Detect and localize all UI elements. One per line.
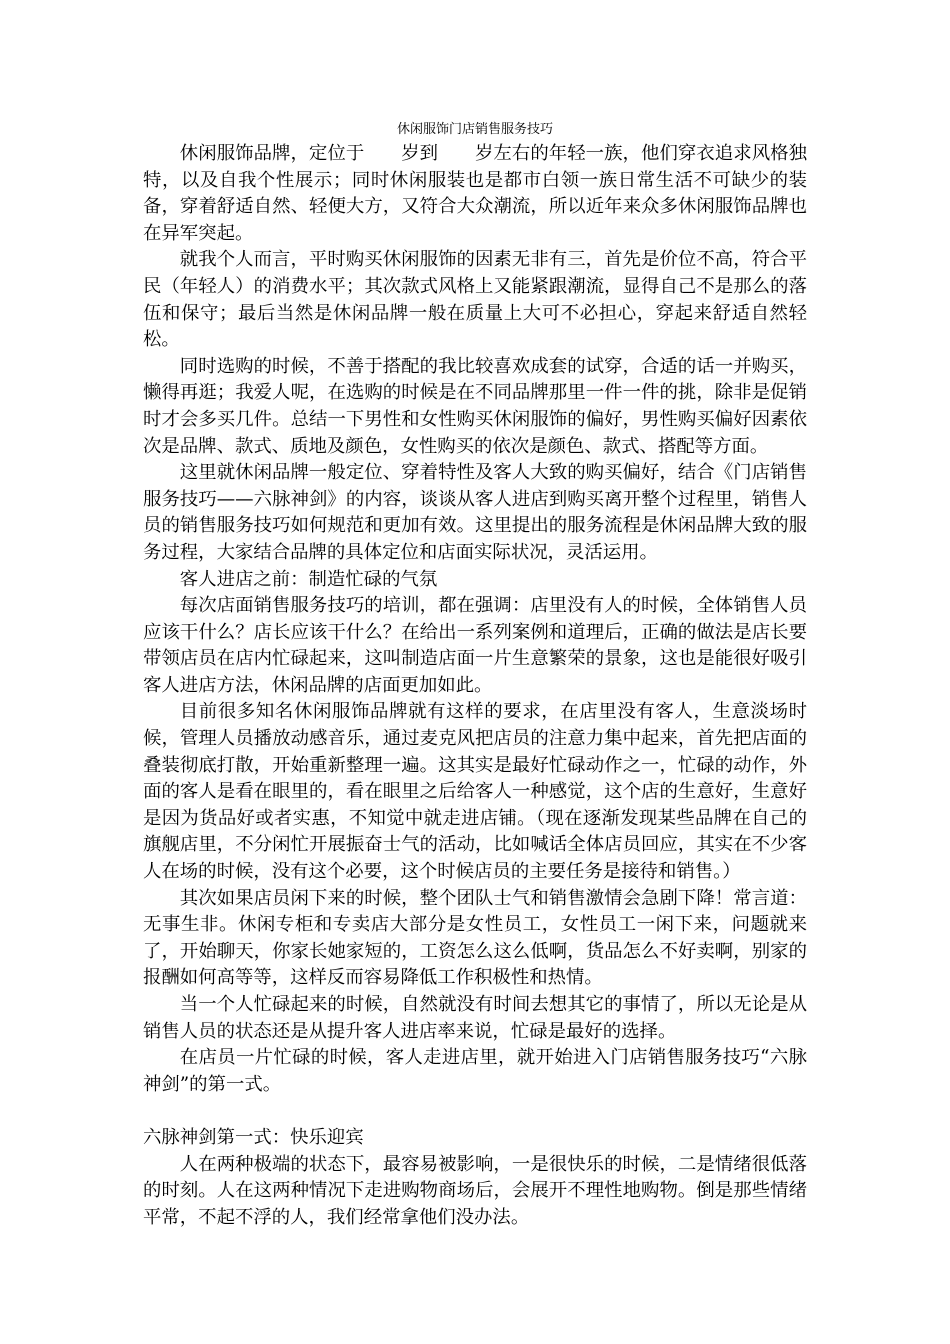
- paragraph-training: 每次店面销售服务技巧的培训，都在强调：店里没有人的时候，全体销售人员应该干什么？店长应该干什么？在给出一系列案例和道理后，正确的做法是店长要带领店员在店内忙碌起来，这叫制造店面一片生意繁荣的景象，这也是能很好吸引客人进店方法，休闲品牌的店面更加如此。: [143, 595, 807, 696]
- paragraph-brand-requirements: 目前很多知名休闲服饰品牌就有这样的要求，在店里没有客人，生意淡场时候，管理人员播放动感音乐，通过麦克风把店员的注意力集中起来，首先把店面的叠装彻底打散，开始重新整理一遍。这其实是最好忙碌动作之一，忙碌的动作，外面的客人是看在眼里的，看在眼里之后给客人一种感觉，这个店的生意好，生意好是因为货品好或者实惠，不知觉中就走进店铺。（现在逐渐发现某些品牌在自己的旗舰店里，不分闲忙开展振奋士气的活动，比如喊话全体店员回应，其实在不少客人在场的时候，没有这个必要，这个时候店员的主要任务是接待和销售。）: [143, 701, 807, 883]
- document-title: 休闲服饰门店销售服务技巧: [396, 122, 553, 137]
- paragraph-intro: 休闲服饰品牌，定位于 岁到 岁左右的年轻一族，他们穿衣追求风格独特，以及自我个性展示；同时休闲服装也是都市白领一族日常生活不可缺少的装备，穿着舒适自然、轻便大方，又符合大众潮流，所以近年来众多休闲服饰品牌也在异军突起。: [143, 143, 807, 244]
- paragraph-idle-staff: 其次如果店员闲下来的时候，整个团队士气和销售激情会急剧下降！常言道：无事生非。休闲专柜和专卖店大部分是女性员工，女性员工一闲下来，问题就来了，开始聊天，你家长她家短的，工资怎么这么低啊，货品怎么不好卖啊，别家的报酬如何高等等，这样反而容易降低工作积极性和热情。: [143, 887, 807, 989]
- paragraph-purchase-factors: 就我个人而言，平时购买休闲服饰的因素无非有三，首先是价位不高，符合平民（年轻人）的消费水平；其次款式风格上又能紧跟潮流，显得自己不是那么的落伍和保守；最后当然是休闲品牌一般在质量上大可不必担心，穿起来舒适自然轻松。: [143, 249, 807, 351]
- paragraph-busy-best: 当一个人忙碌起来的时候，自然就没有时间去想其它的事情了，所以无论是从销售人员的状态还是从提升客人进店率来说，忙碌是最好的选择。: [143, 994, 807, 1042]
- paragraph-emotions: 人在两种极端的状态下，最容易被影响，一是很快乐的时候，二是情绪很低落的时刻。人在这两种情况下走进购物商场后，会展开不理性地购物。倒是那些情绪平常，不起不浮的人，我们经常拿他们没办法。: [143, 1153, 807, 1228]
- section-heading: 六脉神剑第一式：快乐迎宾: [143, 1126, 364, 1148]
- subheading-before-entry: 客人进店之前：制造忙碌的气氛: [179, 568, 438, 590]
- paragraph-service-process: 这里就休闲品牌一般定位、穿着特性及客人大致的购买偏好，结合《门店销售服务技巧——六脉神剑》的内容，谈谈从客人进店到购买离开整个过程里，销售人员的销售服务技巧如何规范和更加有效。这里提出的服务流程是休闲品牌大致的服务过程，大家结合品牌的具体定位和店面实际状况，灵活运用。: [143, 462, 807, 563]
- paragraph-first-move: 在店员一片忙碌的时候，客人走进店里，就开始进入门店销售服务技巧“六脉神剑”的第一式。: [143, 1047, 807, 1095]
- document-body: [143, 141, 807, 1231]
- paragraph-buying-preferences: 同时选购的时候，不善于搭配的我比较喜欢成套的试穿，合适的话一并购买，懒得再逛；我爱人呢，在选购的时候是在不同品牌那里一件一件的挑，除非是促销时才会多买几件。总结一下男性和女性购买休闲服饰的偏好，男性购买偏好因素依次是品牌、款式、质地及颜色，女性购买的依次是颜色、款式、搭配等方面。: [143, 355, 807, 457]
